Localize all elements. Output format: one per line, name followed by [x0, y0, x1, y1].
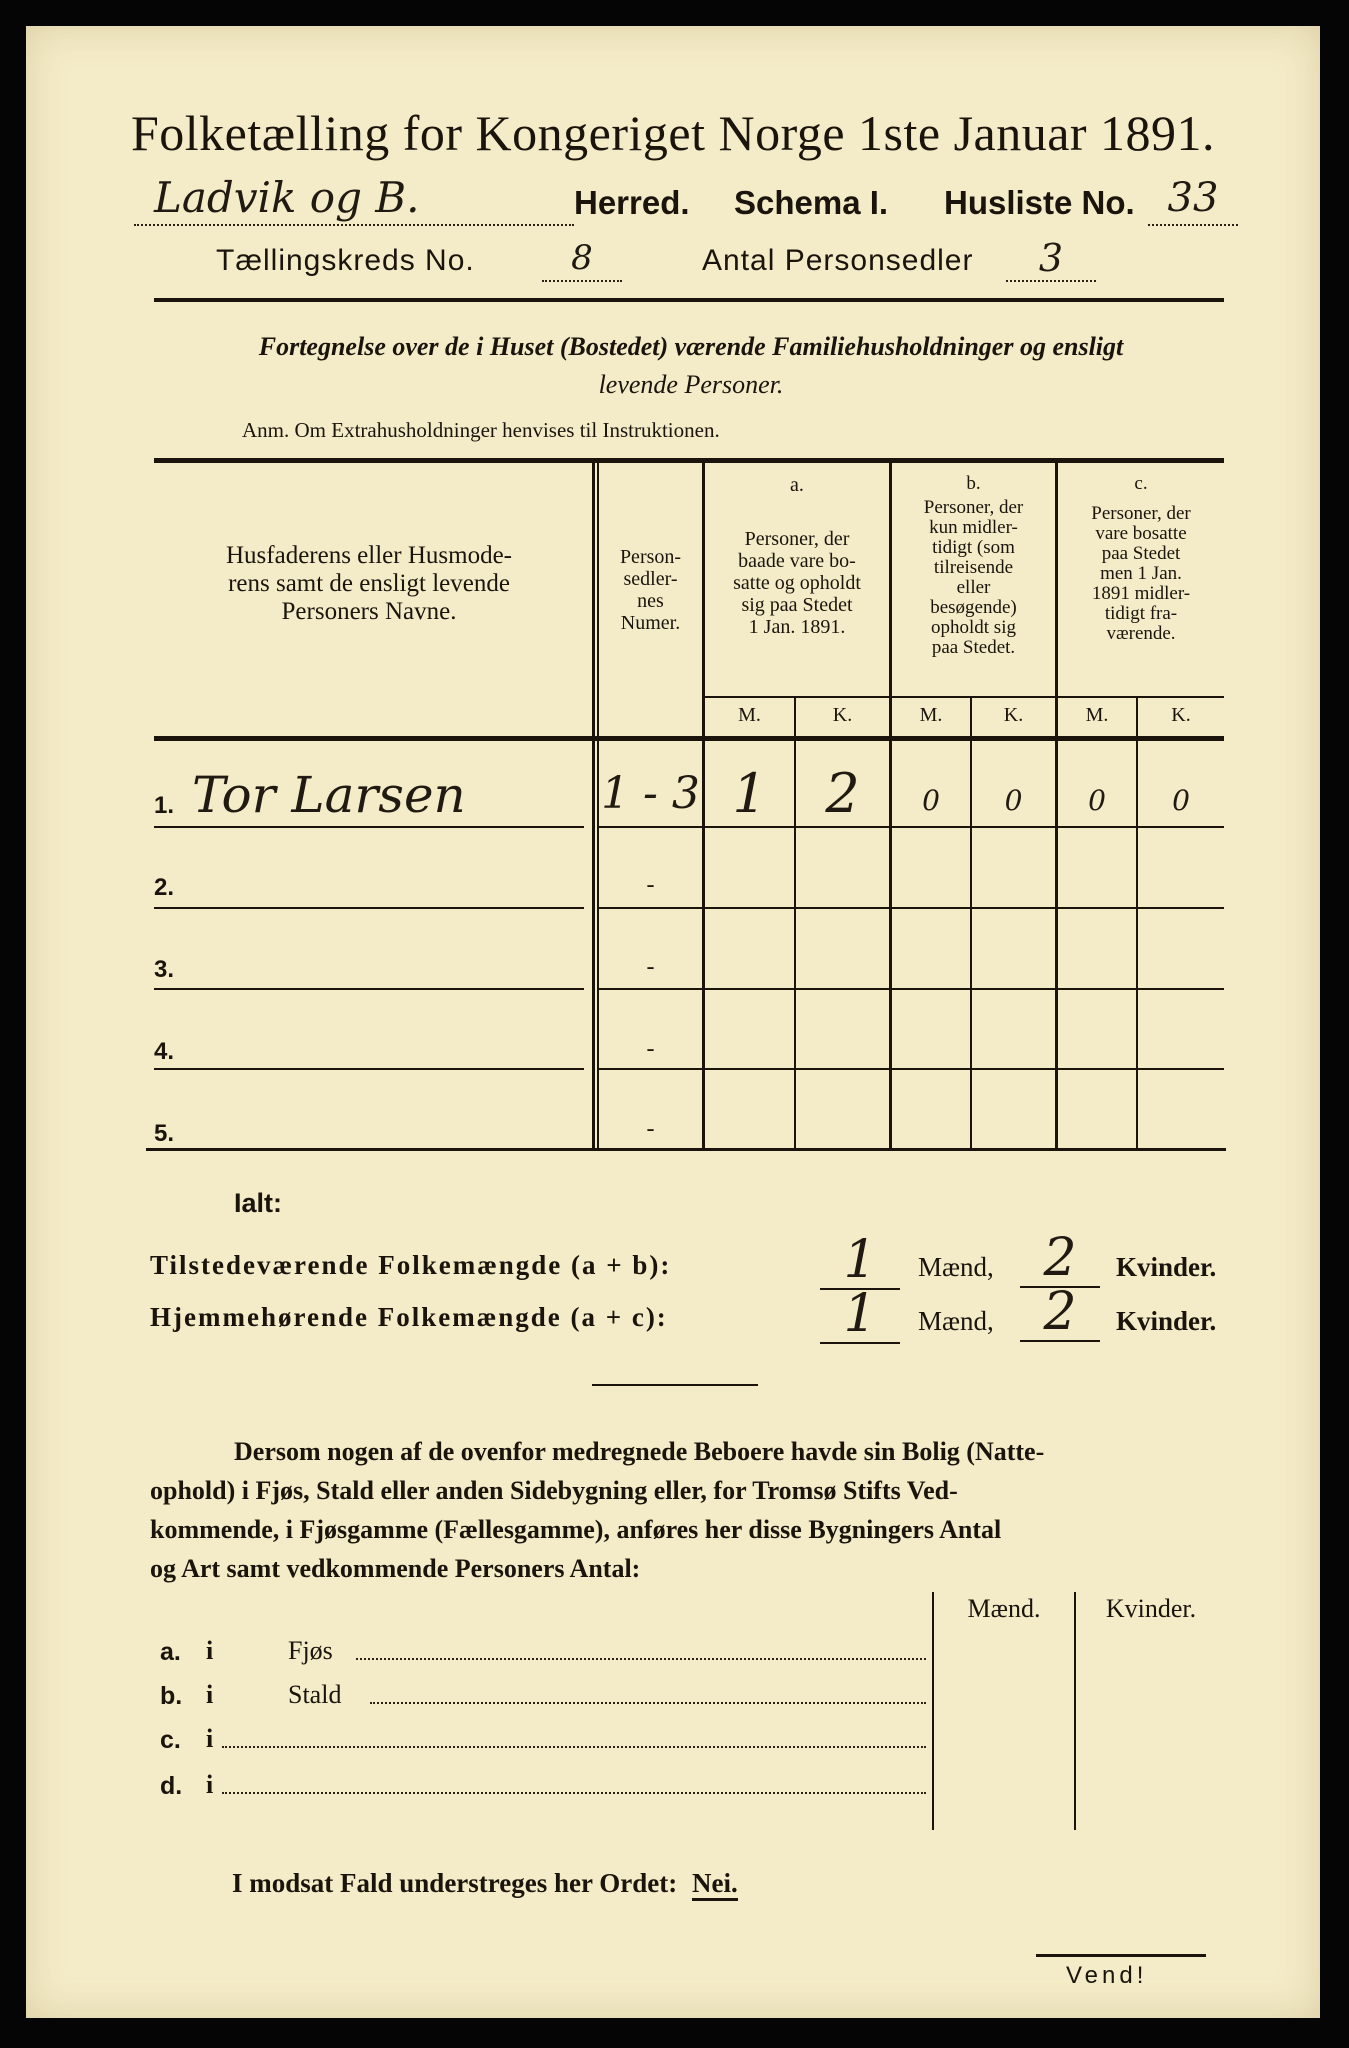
tilstede-kvinder-label: Kvinder. — [1116, 1252, 1217, 1282]
row-person-numbers: - — [646, 954, 655, 980]
nei-word: Nei. — [692, 1868, 738, 1901]
modsat-label: I modsat Fald understreges her Ordet: — [232, 1868, 678, 1898]
b-m-label: M. — [919, 704, 943, 726]
row-number: 3. — [154, 956, 175, 983]
vend-label: Vend! — [1066, 1962, 1148, 1989]
herred-value: Ladvik og B. — [134, 172, 574, 226]
row-person-numbers: - — [646, 1036, 655, 1062]
tilstede-label: Tilstedeværende Folkemængde (a + b): — [150, 1250, 672, 1280]
row-name: Tor Larsen — [192, 766, 466, 824]
row-person-numbers: 1 - 3 — [601, 768, 700, 819]
col-number-header: Person- sedler- nes Numer. — [619, 546, 682, 634]
a-k-label: K. — [832, 704, 853, 726]
building-prep: i — [206, 1724, 214, 1753]
form-title: Folketælling for Kongeriget Norge 1ste Januar 1891. — [130, 105, 1216, 161]
herred-label: Herred. — [574, 184, 690, 221]
husliste-value: 33 — [1148, 172, 1238, 226]
building-letter: c. — [160, 1726, 181, 1754]
row-number: 1. — [154, 792, 175, 819]
buildings-col-divider-2 — [1074, 1592, 1076, 1830]
building-label: Fjøs — [288, 1636, 333, 1665]
vend-rule — [1036, 1954, 1206, 1957]
building-prep: i — [206, 1770, 214, 1799]
building-label: Stald — [288, 1680, 342, 1709]
schema-label: Schema I. — [734, 184, 889, 221]
row-number: 2. — [154, 874, 175, 901]
tilstede-kvinder-value: 2 — [1020, 1230, 1100, 1288]
tilstede-maend-value: 1 — [820, 1232, 900, 1290]
kreds-label: Tællingskreds No. — [216, 244, 475, 277]
building-letter: d. — [160, 1772, 183, 1800]
b-k-label: K. — [1003, 704, 1024, 726]
row-b-m: 0 — [922, 784, 940, 817]
modsat-line — [232, 1868, 738, 1899]
kreds-value: 8 — [542, 236, 622, 282]
hjemme-kvinder-value: 2 — [1020, 1284, 1100, 1342]
row-person-numbers: - — [646, 1116, 655, 1142]
a-m-label: M. — [738, 704, 761, 726]
col-a-header: a. Personer, der baade vare bo- satte og opholdt sig paa Stedet 1 Jan. 1891. — [733, 474, 861, 638]
row-c-k: 0 — [1172, 784, 1190, 817]
row-c-m: 0 — [1088, 784, 1106, 817]
building-prep: i — [206, 1636, 214, 1665]
building-letter: b. — [160, 1682, 183, 1710]
row-a-k: 2 — [825, 762, 860, 825]
buildings-col-divider-1 — [932, 1592, 934, 1830]
hjemme-maend-value: 1 — [820, 1286, 900, 1344]
col-c-header: c. Personer, der vare bosatte paa Stedet men 1 Jan. 1891 midler- tidigt fra- værende. — [1091, 473, 1191, 644]
buildings-maend-header: Mænd. — [967, 1594, 1041, 1623]
antal-label: Antal Personsedler — [702, 244, 974, 277]
building-prep: i — [206, 1680, 214, 1709]
hjemme-line — [150, 1282, 1250, 1348]
row-number: 4. — [154, 1038, 175, 1065]
antal-value: 3 — [1006, 236, 1096, 282]
anm-note: Anm. Om Extrahusholdninger henvises til Instruktionen. — [242, 418, 720, 442]
buildings-kvinder-header: Kvinder. — [1105, 1594, 1197, 1623]
tilstede-maend-label: Mænd, — [918, 1252, 994, 1282]
hjemme-maend-label: Mænd, — [918, 1306, 994, 1336]
c-k-label: K. — [1171, 704, 1191, 726]
col-name-header: Husfaderens eller Husmode- rens samt de ensligt levende Personers Navne. — [225, 542, 512, 625]
husliste-label: Husliste No. — [944, 184, 1135, 221]
buildings-paragraph: Dersom nogen af de ovenfor medregnede Beboere havde sin Bolig (Natte- ophold) i Fjøs, Stald eller anden Sidebygning eller, for Tromsø Stifts Ved- kommende, i Fjøsgamme (Fællesgamme), anføres her disse Bygningers Antal og Art samt vedkommende Personers Antal: — [150, 1437, 1045, 1583]
building-letter: a. — [160, 1638, 181, 1666]
row-a-m: 1 — [732, 762, 767, 825]
household-table — [26, 26, 1320, 1147]
row-number: 5. — [154, 1120, 175, 1147]
hjemme-label: Hjemmehørende Folkemængde (a + c): — [150, 1302, 668, 1332]
intro-line-2: levende Personer. — [598, 370, 784, 399]
c-m-label: M. — [1085, 704, 1109, 726]
row-b-k: 0 — [1004, 784, 1023, 817]
row-person-numbers: - — [646, 872, 655, 898]
ialt-label: Ialt: — [234, 1188, 283, 1218]
intro-line-1: Fortegnelse over de i Huset (Bostedet) værende Familiehusholdninger og ensligt — [258, 332, 1124, 361]
col-b-header: b. Personer, der kun midler- tidigt (som tilreisende eller besøgende) opholdt sig paa Stedet. — [923, 473, 1024, 658]
hjemme-kvinder-label: Kvinder. — [1116, 1306, 1217, 1336]
census-form-page — [26, 26, 1320, 2018]
section-divider — [592, 1384, 758, 1386]
